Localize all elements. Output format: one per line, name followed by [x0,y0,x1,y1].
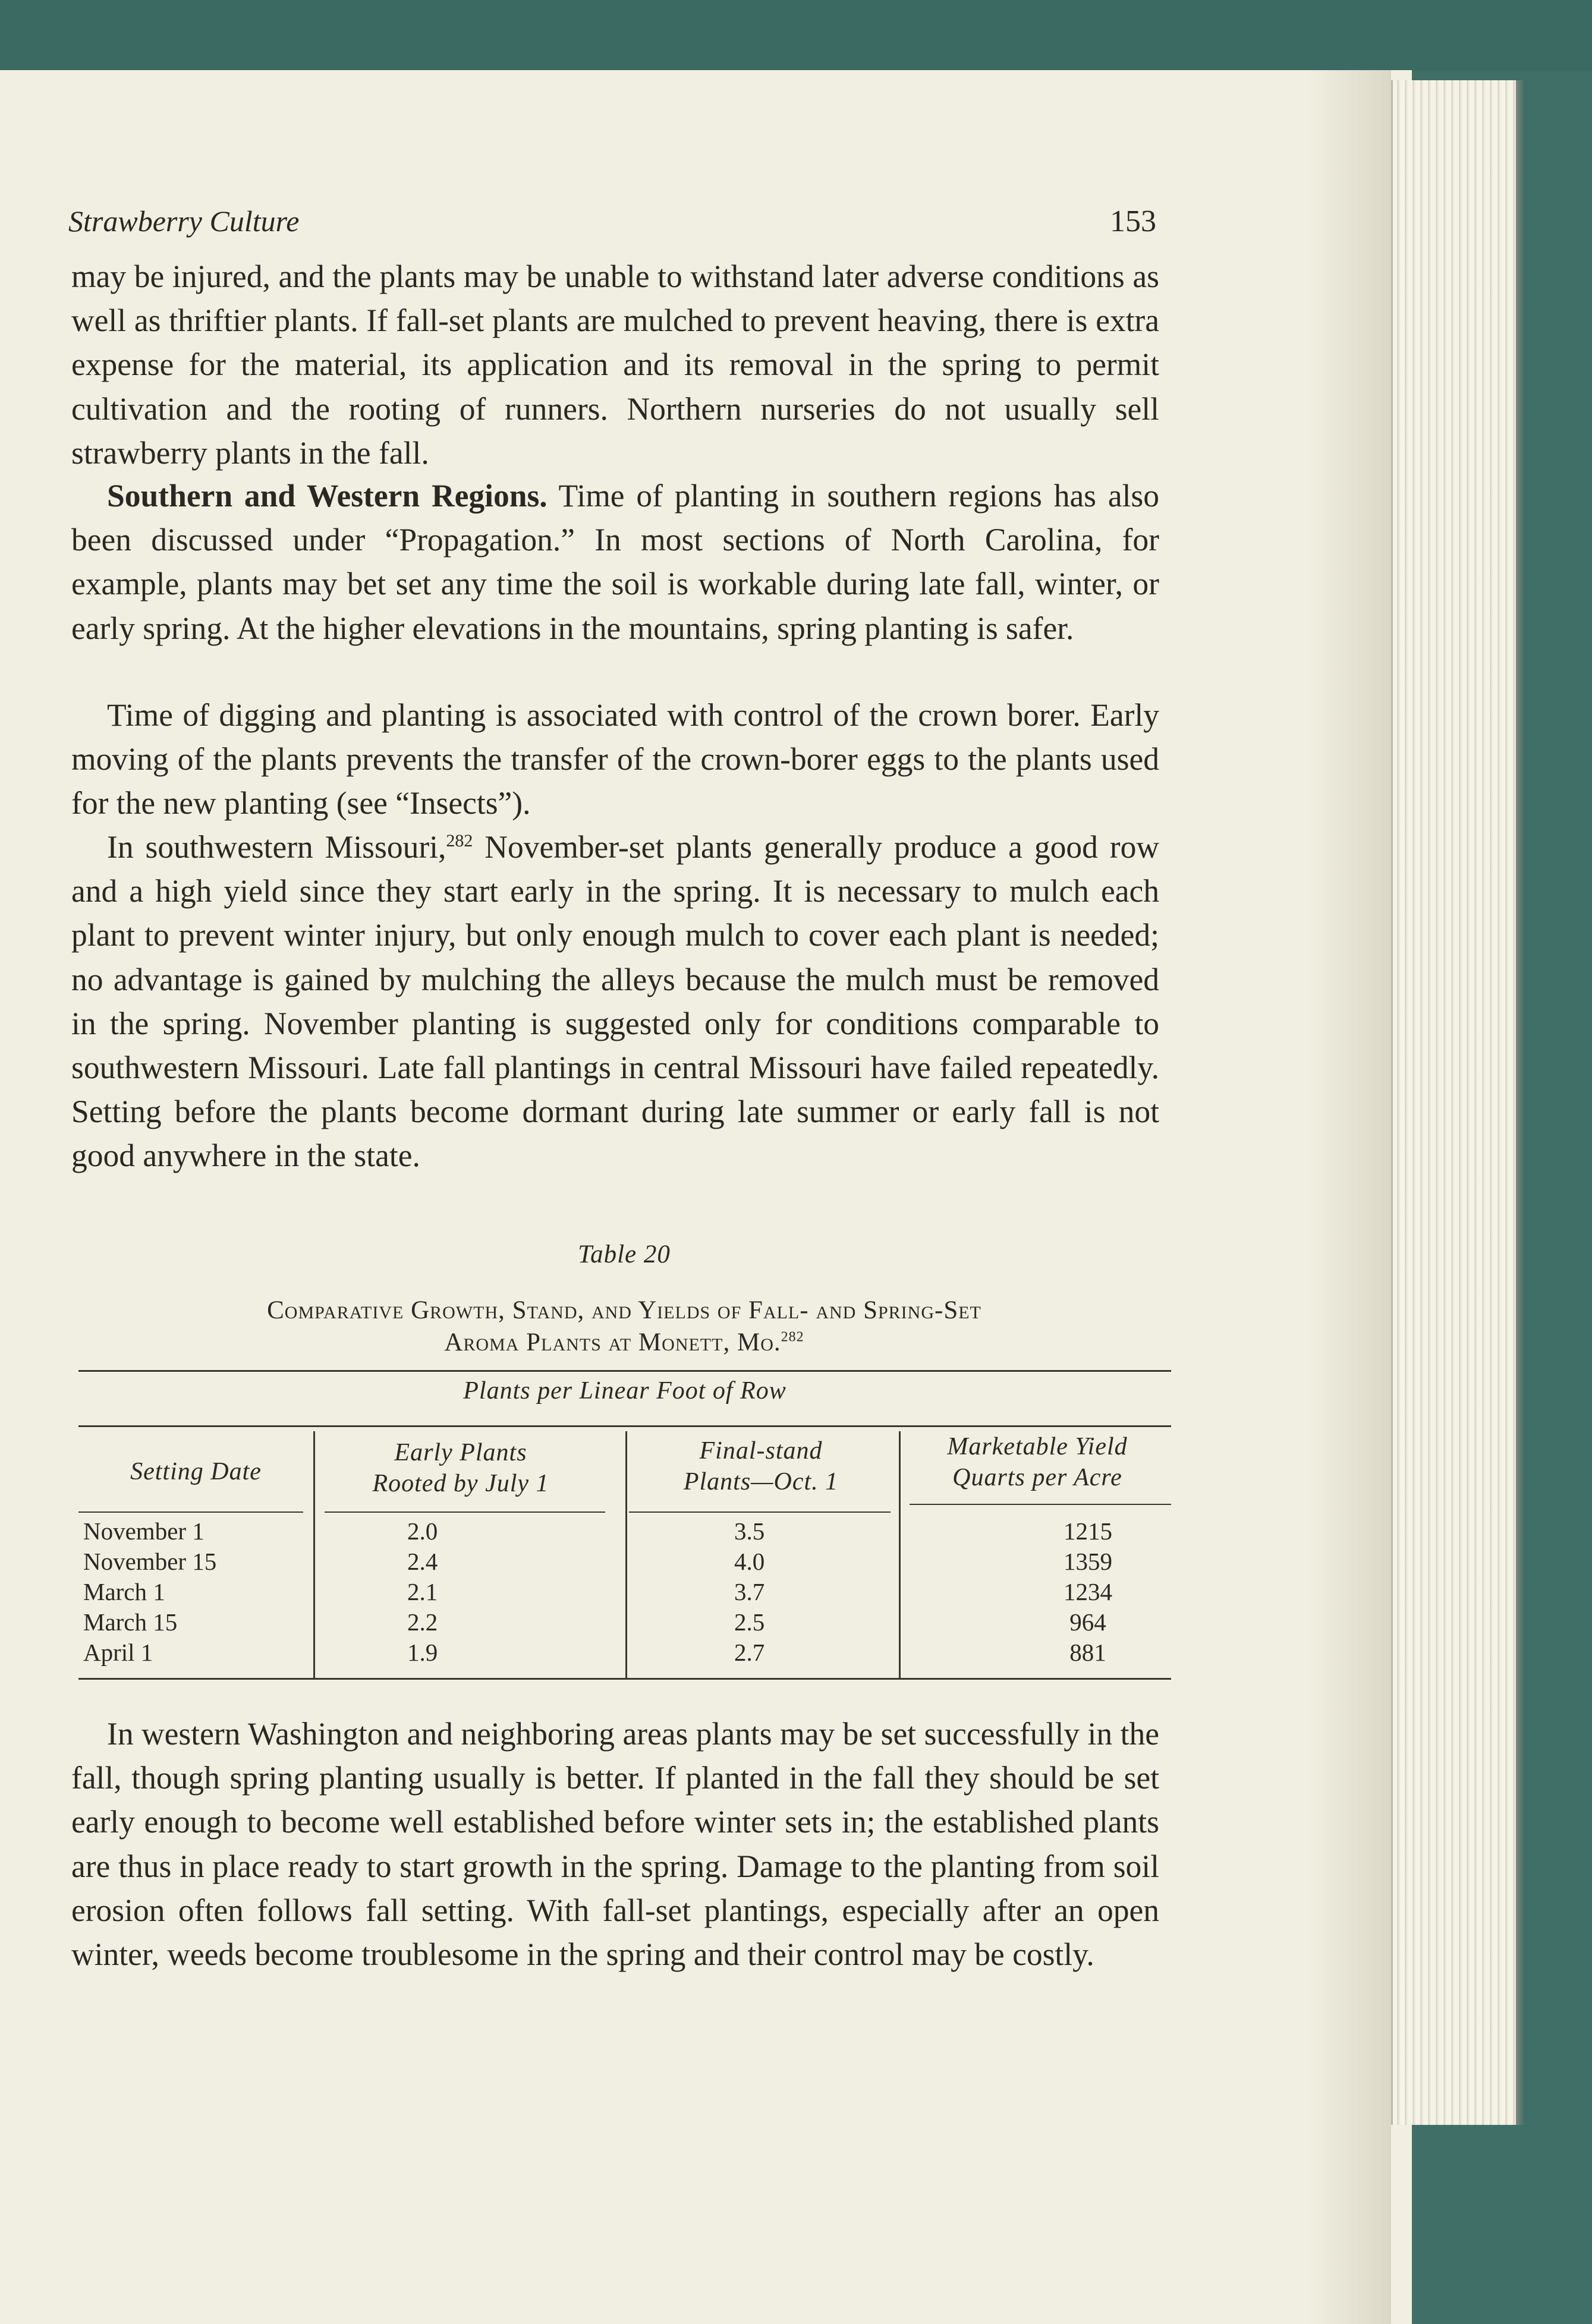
cell-setting-date: March 1 [83,1578,165,1605]
paragraph-5 [71,1712,1159,1976]
cell-early-plants: 1.9 [407,1639,438,1666]
cell-early-plants: 2.1 [407,1578,438,1605]
column-header-early-plants [315,1437,606,1499]
paragraph-2-text: Time of planting in southern regions has also been discussed under “Propagation.” In most sections of North Carolina, for example, plants may bet set any time the soil is workable during late fall, winter, or early spring. At the higher elevations in the mountains, spring planting is safer. [71,478,1159,646]
paragraph-5-text: In western Washington and neighboring areas plants may be set successfully in the fall, though spring planting usually is better. If planted in the fall they should be set early enough to become well established before winter sets in; the established plants are thus in place ready to start growth in the spring. Damage to the planting from soil erosion often follows fall setting. With fall-set plantings, especially after an open winter, weeds become troublesome in the spring and their control may be costly. [71,1716,1159,1973]
column-header-marketable-yield [904,1431,1171,1493]
header-line: Quarts per Acre [952,1464,1122,1491]
header-underline [325,1511,605,1513]
header-underline [78,1511,303,1513]
cell-marketable-yield: 1215 [1064,1517,1112,1545]
page-number: 153 [1110,204,1156,238]
paragraph-3-text: Time of digging and planting is associated with control of the crown borer. Early moving of the plants prevents the transfer of the crown-borer eggs to the plants used for the new planting (see “Insects”). [71,697,1159,821]
header-underline [629,1511,891,1513]
paragraph-4-start: In southwestern Missouri, [107,829,446,865]
cell-final-stand: 2.5 [734,1608,765,1636]
paragraph-1: may be injured, and the plants may be unable to withstand later adverse conditions as well as thriftier plants. If fall-set plants are mulched to prevent heaving, there is extra expense for the material, its application and its removal in the spring to permit cultivation and the rooting of runners. Northern nurseries do not usually sell strawberry plants in the fall. [71,259,1159,471]
header-line: Plants—Oct. 1 [683,1468,839,1495]
header-line: Final-stand [699,1437,823,1465]
table-span-header: Plants per Linear Foot of Row [463,1377,786,1405]
table-title [71,1295,1177,1359]
table-row [83,1517,1171,1548]
table-row [83,1638,1171,1669]
running-title: Strawberry Culture [68,204,300,238]
paragraph-4 [71,825,1159,1178]
running-head [68,204,1156,251]
footnote-ref: 282 [446,831,473,851]
cell-early-plants: 2.4 [407,1548,438,1575]
page-shadow [1308,70,1391,2324]
paragraph-3 [71,693,1159,826]
cell-setting-date: March 15 [83,1608,178,1636]
header-underline [910,1504,1171,1505]
table-span-rule [78,1425,1171,1427]
table-label: Table 20 [578,1240,671,1268]
cell-early-plants: 2.2 [407,1608,438,1636]
header-line: Marketable Yield [947,1433,1128,1460]
paragraph-4-text: November-set plants generally produce a good row and a high yield since they start early in the spring. It is necessary to mulch each plant to prevent winter injury, but only enough mulch to cover each plant is needed; no advantage is gained by mulching the alleys because the mulch must be removed in the spring. November planting is suggested only for conditions comparable to southwestern Missouri. Late fall plantings in central Missouri have failed repeatedly. Setting before the plants become dormant during late summer or early fall is not good anywhere in the state. [71,829,1159,1174]
cell-final-stand: 4.0 [734,1548,765,1575]
page-edge-shadow [1516,80,1524,2125]
book-cover-top [0,0,1592,71]
section-heading: Southern and Western Regions. [107,478,548,514]
header-line: Rooted by July 1 [372,1470,549,1497]
cell-early-plants: 2.0 [407,1517,438,1545]
cell-setting-date: November 15 [83,1548,217,1575]
cell-final-stand: 3.5 [734,1517,765,1545]
cell-setting-date: November 1 [83,1517,204,1545]
column-header-final-stand [630,1435,892,1497]
table-title-line-1: Comparative Growth, Stand, and Yields of Fall- and Spring-Set [267,1296,981,1324]
cell-marketable-yield: 1359 [1064,1548,1112,1575]
page-edges [1391,80,1518,2125]
table-row [83,1547,1171,1578]
cell-setting-date: April 1 [83,1639,153,1666]
table-title-line-2-text: Aroma Plants at Monett, Mo. [444,1328,781,1356]
cell-final-stand: 2.7 [734,1639,765,1666]
table-bottom-rule [78,1678,1171,1680]
header-line: Early Plants [394,1439,527,1466]
cell-marketable-yield: 964 [1069,1608,1106,1636]
paragraph-2 [71,474,1159,650]
table-row [83,1608,1171,1639]
table-top-rule [78,1370,1171,1372]
table-title-line-2 [71,1327,1177,1359]
cell-marketable-yield: 881 [1069,1639,1106,1666]
cell-final-stand: 3.7 [734,1578,765,1605]
cell-marketable-yield: 1234 [1064,1578,1112,1605]
table-footnote-ref: 282 [781,1329,804,1345]
column-header-setting-date: Setting Date [130,1458,262,1485]
table-row [83,1577,1171,1608]
